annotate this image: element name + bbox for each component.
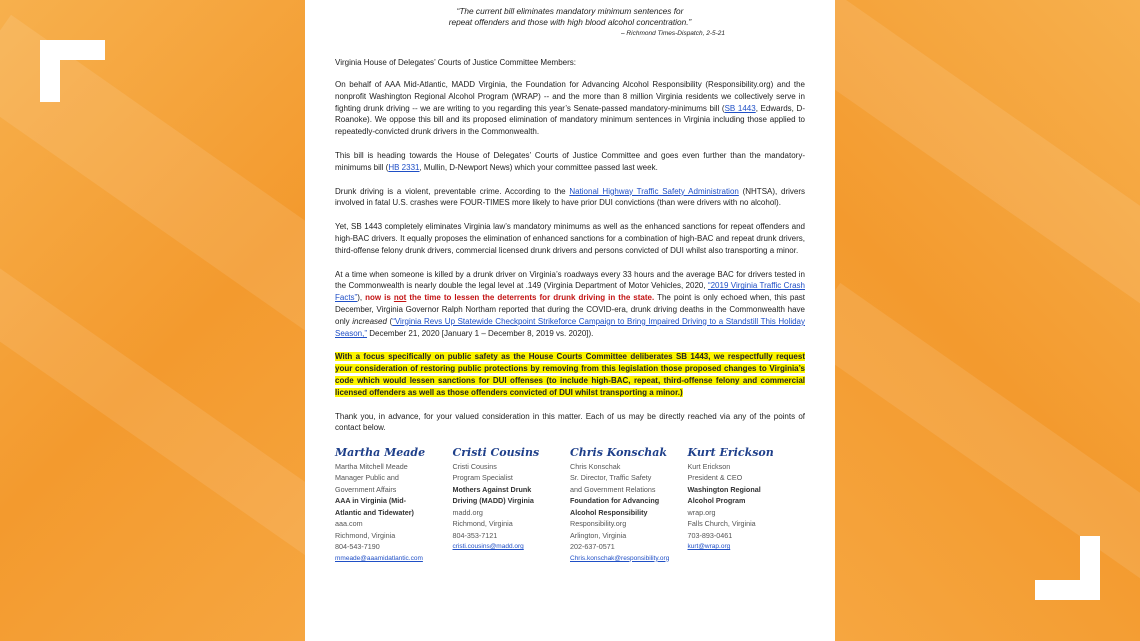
signatory-2	[570, 447, 688, 564]
handwritten-signature: Cristi Cousins	[452, 446, 540, 460]
paragraph-3-text-b: (NHTSA), drivers involved in fatal U.S. crashes were FOUR-TIMES more likely to have prior DUI convictions (than were drivers with no alcohol).	[335, 186, 805, 208]
paragraph-3	[335, 186, 805, 210]
paragraph-2-text-b: , Mullin, D-Newport News) which your committee passed last week.	[419, 162, 658, 172]
hb-2331-link[interactable]: HB 2331	[388, 162, 420, 172]
pull-quote	[335, 6, 805, 28]
handwritten-signature: Chris Konschak	[570, 446, 668, 460]
signatory-line: wrap.org	[687, 507, 716, 517]
signatory-1	[453, 447, 571, 564]
signatory-line: Arlington, Virginia	[570, 530, 627, 540]
crash-facts-link[interactable]: “2019 Virginia Traffic Crash Facts”	[335, 281, 805, 303]
paragraph-1-text-a: On behalf of AAA Mid-Atlantic, MADD Virginia, the Foundation for Advancing Alcohol Responsibility (Responsibility.org) and the nonprofit Washington Regional Alcohol Program (WRAP) -- and the more than 8 million Virginia residents we collectively serve in fighting drunk driving -- we are writing to you regarding this year’s Senate-passed mandatory-minimums bill (	[335, 80, 805, 113]
paragraph-1	[335, 79, 805, 138]
signatory-line: AAA in Virginia (Mid-	[335, 496, 407, 506]
handwritten-signature: Kurt Erickson	[687, 446, 774, 460]
signatory-3	[688, 447, 806, 564]
letter-salutation: Virginia House of Delegates’ Courts of Justice Committee Members:	[335, 58, 576, 67]
emphasis-text-1: now is	[365, 293, 394, 303]
email-link[interactable]: cristi.cousins@madd.org	[452, 543, 524, 551]
paragraph-1-text-b: , Edwards, D-Roanoke). We oppose this bill and its proposed elimination of mandatory minimum sentences in Virginia including those applied to repeatedly-convicted drunk drivers in the Commonwealth.	[335, 103, 805, 137]
paragraph-5-italic: increased	[352, 316, 387, 326]
sb-1443-link[interactable]: SB 1443	[724, 103, 756, 113]
signatory-line: Richmond, Virginia	[452, 519, 513, 529]
handwritten-signature: Martha Meade	[335, 446, 426, 460]
emphasis-not: not	[393, 293, 407, 303]
signatory-line: Responsibility.org	[570, 519, 627, 529]
signatory-line: 804-543-7190	[335, 542, 380, 552]
paragraph-5-text-a: At a time when someone is killed by a drunk driver on Virginia’s roadways every 33 hours and the average BAC for drivers tested in the Commonwealth is nearly double the legal level at .149 (Virginia Department of Motor Vehicles, 2020,	[335, 269, 805, 291]
paragraph-2	[335, 150, 805, 174]
signatory-line: Alcohol Program	[687, 496, 746, 506]
signatory-line: Falls Church, Virginia	[687, 519, 756, 529]
signature-block	[335, 447, 805, 564]
pull-quote-line-2: repeat offenders and those with high blood alcohol concentration.”	[448, 17, 692, 27]
paragraph-5-text-b: ),	[357, 293, 366, 303]
paragraph-6-highlighted	[335, 351, 805, 398]
paragraph-2-text-a: This bill is heading towards the House of Delegates’ Courts of Justice Committee and goes even further than the mandatory-minimums bill (	[335, 150, 805, 172]
signatory-0	[335, 447, 453, 564]
pull-quote-line-1: “The current bill eliminates mandatory minimum sentences for	[456, 6, 684, 16]
signatory-line: Manager Public and	[335, 473, 399, 483]
signatory-line: Cristi Cousins	[452, 461, 497, 471]
signatory-line: Martha Mitchell Meade	[335, 461, 408, 471]
signatory-line: Driving (MADD) Virginia	[452, 496, 534, 506]
quote-attribution: – Richmond Times-Dispatch, 2-5-21	[621, 30, 725, 37]
emphasis-text-2: the time to lessen the deterrents for drunk driving in the state.	[406, 293, 655, 303]
paragraph-5-text-e: December 21, 2020 [January 1 – December 8, 2019 vs. 2020]).	[367, 328, 594, 338]
highlighted-request: With a focus specifically on public safety as the House Courts Committee deliberates SB 1443, we respectfully request your consideration of restoring public protections by removing from this legislation those proposed changes to Virginia’s code which would lessen sanctions for DUI offenses (to include high-BAC, repeat, third-offense felony and commercial licensed offenders as well as those offenders convicted of DUI whilst transporting a minor.)	[335, 352, 805, 397]
paragraph-4: Yet, SB 1443 completely eliminates Virginia law’s mandatory minimums as well as the enhanced sanctions for repeat offenders and high-BAC drivers. It equally proposes the elimination of enhanced sanctions for a combination of high-BAC and repeat drunk drivers, third-offense felony drunk drivers, commercial licensed drunk drivers and persons convicted of DUI whilst also transporting a minor.	[335, 222, 805, 255]
paragraph-7: Thank you, in advance, for your valued consideration in this matter. Each of us may be directly reached via any of the points of contact below.	[335, 411, 805, 433]
nhtsa-link[interactable]: National Highway Traffic Safety Administration	[569, 186, 739, 196]
signatory-line: Washington Regional	[687, 484, 761, 494]
paragraph-5	[335, 269, 805, 340]
signatory-line: Alcohol Responsibility	[570, 507, 648, 517]
email-link[interactable]: kurt@wrap.org	[687, 543, 731, 551]
signatory-line: Mothers Against Drunk	[452, 484, 532, 494]
paragraph-5-text-d: (	[386, 316, 393, 326]
signatory-line: President & CEO	[687, 473, 743, 483]
signatory-line: aaa.com	[335, 519, 363, 529]
signatory-line: Kurt Erickson	[687, 461, 731, 471]
signatory-line: Foundation for Advancing	[570, 496, 660, 506]
signatory-line: Atlantic and Tidewater)	[335, 507, 414, 517]
signatory-line: 202-637-0571	[570, 542, 615, 552]
signatory-line: Richmond, Virginia	[335, 530, 396, 540]
signatory-line: Program Specialist	[452, 473, 513, 483]
signatory-line: 703-893-0461	[687, 530, 733, 540]
signatory-line: Sr. Director, Traffic Safety	[570, 473, 652, 483]
signatory-line: 804-353-7121	[452, 530, 498, 540]
signatory-line: and Government Relations	[570, 484, 656, 494]
signatory-line: Chris Konschak	[570, 461, 621, 471]
signatory-line: madd.org	[452, 507, 483, 517]
paragraph-5-text-c: The point is only echoed when, this past December, Virginia Governor Ralph Northam reported that during the COVID-era, drunk driving deaths in the Commonwealth have only	[335, 293, 806, 326]
email-link[interactable]: mmeade@aaamidatlantic.com	[335, 554, 423, 562]
checkpoint-strikeforce-link[interactable]: “Virginia Revs Up Statewide Checkpoint Strikeforce Campaign to Bring Impaired Driving to a Standstill This Holiday Season,”	[335, 316, 805, 338]
signatory-line: Government Affairs	[335, 484, 397, 494]
email-link[interactable]: Chris.konschak@responsibility.org	[570, 554, 670, 562]
letter-page	[305, 0, 835, 641]
paragraph-3-text-a: Drunk driving is a violent, preventable crime. According to the	[335, 186, 570, 196]
